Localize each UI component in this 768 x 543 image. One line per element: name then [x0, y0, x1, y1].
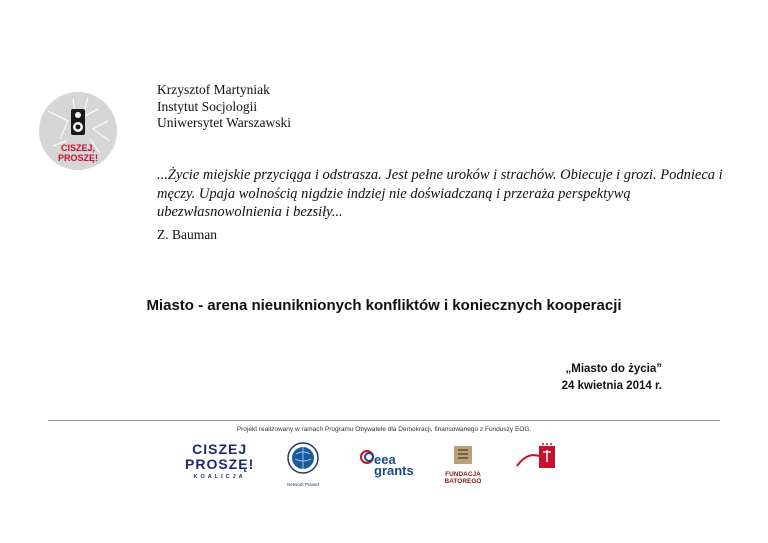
event-name: „Miasto do życia” [565, 363, 662, 375]
footer-divider [48, 420, 720, 421]
presentation-title: Miasto - arena nieuniknionych konfliktów i koniecznych kooperacji [146, 297, 622, 314]
polish-red-cross-logo [515, 442, 559, 483]
ciszej-logo-line2: PROSZĘ! [185, 456, 255, 472]
funding-note: Projekt realizowany w ramach Programu Obywatele dla Demokracji, finansowanego z Funduszy EOG. [236, 426, 532, 433]
author-institute: Instytut Socjologii [157, 98, 258, 114]
fundacja-batorego-logo [440, 444, 486, 485]
author-name: Krzysztof Martyniak [157, 82, 270, 97]
logo-text-line1: CISZEJ, [60, 143, 96, 153]
quote-author: Z. Bauman [157, 227, 217, 242]
batory-label [440, 471, 486, 485]
ciszej-logo-line1: CISZEJ [192, 441, 248, 457]
eea-label [374, 454, 414, 476]
ciszej-logo-line3: KOALICJA [193, 474, 246, 480]
author-block [157, 82, 291, 132]
logo-text-line2: PROSZĘ! [57, 153, 99, 163]
batory-line1: FUNDACJA [445, 471, 481, 478]
eea-label-line1: eea [374, 452, 396, 467]
global-compact-label: Network Poland [287, 482, 319, 487]
author-university: Uniwersytet Warszawski [157, 115, 292, 130]
eea-label-line2: grants [374, 463, 414, 478]
bauman-quote: ...Życie miejskie przyciąga i odstrasza. Jest pełne uroków i strachów. Obiecuje i grozi. Podnieca i męczy. Upaja wolnością nigdzie indziej nie doświadczaną i przeraża perspektywą ubezwłasnowolnienia i bezsiły... [157, 167, 723, 220]
ciszej-prosze-logo [38, 91, 118, 171]
event-info [562, 361, 662, 395]
event-date: 24 kwietnia 2014 r. [561, 380, 662, 392]
ciszej-koalicja-logo [185, 442, 254, 480]
batory-line2: BATOREGO [444, 478, 482, 485]
global-compact-logo [283, 440, 323, 487]
